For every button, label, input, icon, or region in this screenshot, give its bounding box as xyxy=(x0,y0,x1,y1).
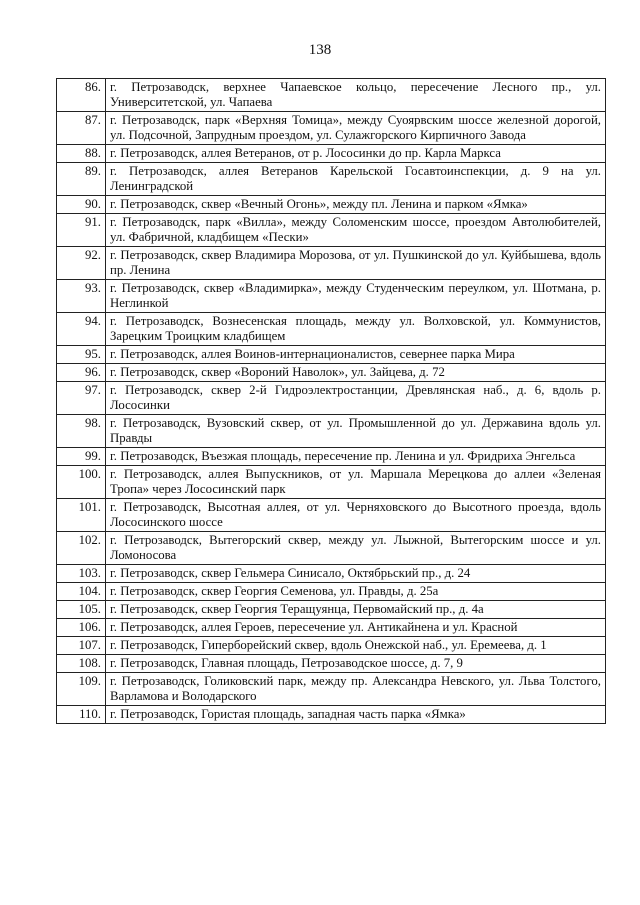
table-row xyxy=(57,466,606,499)
row-location: г. Петрозаводск, Гиперборейский сквер, вдоль Онежской наб., ул. Еремеева, д. 1 xyxy=(106,637,606,655)
row-number: 104. xyxy=(57,583,106,601)
row-location: г. Петрозаводск, аллея Ветеранов Карельской Госавтоинспекции, д. 9 на ул. Ленинградской xyxy=(106,163,606,196)
row-location: г. Петрозаводск, Вузовский сквер, от ул. Промышленной до ул. Державина вдоль ул. Правды xyxy=(106,415,606,448)
table-row xyxy=(57,280,606,313)
row-location: г. Петрозаводск, сквер 2-й Гидроэлектростанции, Древлянская наб., д. 6, вдоль р. Лососинки xyxy=(106,382,606,415)
row-location: г. Петрозаводск, аллея Воинов-интернационалистов, севернее парка Мира xyxy=(106,346,606,364)
row-location: г. Петрозаводск, Вытегорский сквер, между ул. Лыжной, Вытегорским шоссе и ул. Ломоносова xyxy=(106,532,606,565)
row-number: 102. xyxy=(57,532,106,565)
table-row xyxy=(57,145,606,163)
table-row xyxy=(57,706,606,724)
row-location: г. Петрозаводск, Въезжая площадь, пересечение пр. Ленина и ул. Фридриха Энгельса xyxy=(106,448,606,466)
table-row xyxy=(57,112,606,145)
row-number: 95. xyxy=(57,346,106,364)
row-location: г. Петрозаводск, сквер «Вечный Огонь», между пл. Ленина и парком «Ямка» xyxy=(106,196,606,214)
table-row xyxy=(57,583,606,601)
row-number: 99. xyxy=(57,448,106,466)
row-number: 89. xyxy=(57,163,106,196)
table-row xyxy=(57,532,606,565)
row-location: г. Петрозаводск, аллея Ветеранов, от р. Лососинки до пр. Карла Маркса xyxy=(106,145,606,163)
row-number: 92. xyxy=(57,247,106,280)
table-row xyxy=(57,415,606,448)
row-location: г. Петрозаводск, Голиковский парк, между пр. Александра Невского, ул. Льва Толстого, Варламова и Володарского xyxy=(106,673,606,706)
table-row xyxy=(57,313,606,346)
row-number: 94. xyxy=(57,313,106,346)
table-row xyxy=(57,163,606,196)
row-location: г. Петрозаводск, Гористая площадь, западная часть парка «Ямка» xyxy=(106,706,606,724)
table-row xyxy=(57,673,606,706)
row-number: 93. xyxy=(57,280,106,313)
row-location: г. Петрозаводск, аллея Выпускников, от ул. Маршала Мерецкова до аллеи «Зеленая Тропа» через Лососинский парк xyxy=(106,466,606,499)
row-number: 101. xyxy=(57,499,106,532)
table-row xyxy=(57,247,606,280)
table-row xyxy=(57,637,606,655)
table-row xyxy=(57,565,606,583)
table-row xyxy=(57,79,606,112)
row-number: 91. xyxy=(57,214,106,247)
table-row xyxy=(57,346,606,364)
row-location: г. Петрозаводск, аллея Героев, пересечение ул. Антикайнена и ул. Красной xyxy=(106,619,606,637)
row-location: г. Петрозаводск, сквер Владимира Морозова, от ул. Пушкинской до ул. Куйбышева, вдоль пр. Ленина xyxy=(106,247,606,280)
table-row xyxy=(57,655,606,673)
table-row xyxy=(57,619,606,637)
row-number: 110. xyxy=(57,706,106,724)
table-row xyxy=(57,601,606,619)
row-location: г. Петрозаводск, верхнее Чапаевское кольцо, пересечение Лесного пр., ул. Университетской, ул. Чапаева xyxy=(106,79,606,112)
row-number: 109. xyxy=(57,673,106,706)
table-row xyxy=(57,382,606,415)
row-location: г. Петрозаводск, парк «Верхняя Томица», между Суоярвским шоссе железной дорогой, ул. Подсочной, Запрудным проездом, ул. Сулажгорского Кирпичного Завода xyxy=(106,112,606,145)
row-location: г. Петрозаводск, Вознесенская площадь, между ул. Волховской, ул. Коммунистов, Зарецким Троицким кладбищем xyxy=(106,313,606,346)
table-row xyxy=(57,364,606,382)
row-location: г. Петрозаводск, парк «Вилла», между Соломенским шоссе, проездом Автолюбителей, ул. Фабричной, кладбищем «Пески» xyxy=(106,214,606,247)
row-location: г. Петрозаводск, сквер Георгия Семенова, ул. Правды, д. 25а xyxy=(106,583,606,601)
row-location: г. Петрозаводск, Высотная аллея, от ул. Черняховского до Высотного проезда, вдоль Лососинского шоссе xyxy=(106,499,606,532)
row-number: 87. xyxy=(57,112,106,145)
row-number: 105. xyxy=(57,601,106,619)
table-body xyxy=(57,79,606,724)
row-location: г. Петрозаводск, сквер «Владимирка», между Студенческим переулком, ул. Шотмана, р. Неглинкой xyxy=(106,280,606,313)
table-row xyxy=(57,214,606,247)
row-number: 108. xyxy=(57,655,106,673)
table-row xyxy=(57,499,606,532)
table-row xyxy=(57,448,606,466)
row-number: 106. xyxy=(57,619,106,637)
row-number: 96. xyxy=(57,364,106,382)
row-location: г. Петрозаводск, сквер Гельмера Синисало, Октябрьский пр., д. 24 xyxy=(106,565,606,583)
table-row xyxy=(57,196,606,214)
locations-table xyxy=(56,78,606,724)
row-number: 86. xyxy=(57,79,106,112)
row-number: 97. xyxy=(57,382,106,415)
row-number: 98. xyxy=(57,415,106,448)
page-number: 138 xyxy=(308,42,332,58)
row-location: г. Петрозаводск, Главная площадь, Петрозаводское шоссе, д. 7, 9 xyxy=(106,655,606,673)
row-number: 107. xyxy=(57,637,106,655)
row-location: г. Петрозаводск, сквер «Вороний Наволок», ул. Зайцева, д. 72 xyxy=(106,364,606,382)
row-number: 88. xyxy=(57,145,106,163)
row-number: 103. xyxy=(57,565,106,583)
row-location: г. Петрозаводск, сквер Георгия Теращуянца, Первомайский пр., д. 4а xyxy=(106,601,606,619)
row-number: 90. xyxy=(57,196,106,214)
row-number: 100. xyxy=(57,466,106,499)
